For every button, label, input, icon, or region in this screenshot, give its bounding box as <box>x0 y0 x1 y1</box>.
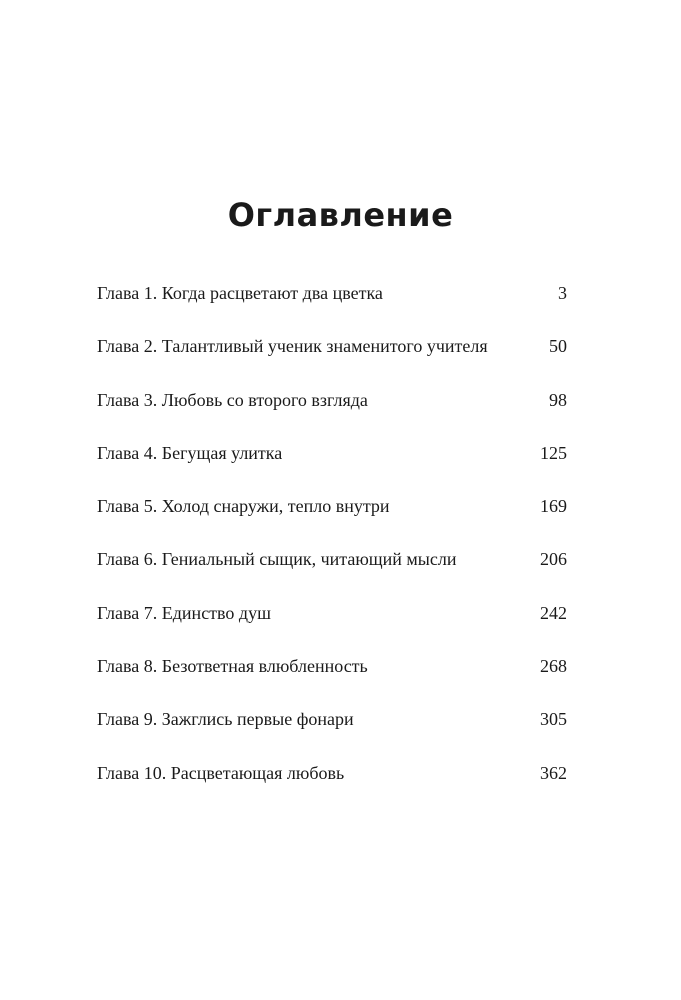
toc-entry[interactable] <box>97 283 567 336</box>
toc-chapter-title: Глава 7. Единство душ <box>97 602 271 623</box>
page-title: Оглавление <box>227 196 454 234</box>
toc-page-number: 242 <box>540 602 567 623</box>
toc-chapter-title: Глава 6. Гениальный сыщик, читающий мысли <box>97 549 457 570</box>
toc-chapter-title: Глава 1. Когда расцветают два цветка <box>97 283 383 303</box>
toc-chapter-title: Глава 5. Холод снаружи, тепло внутри <box>97 496 390 517</box>
toc-entry[interactable] <box>97 656 567 709</box>
toc-entry[interactable] <box>97 709 567 762</box>
toc-page-number: 3 <box>558 283 567 303</box>
toc-entry[interactable] <box>97 549 567 602</box>
toc-chapter-title: Глава 9. Зажглись первые фонари <box>97 709 354 730</box>
toc-chapter-title: Глава 2. Талантливый ученик знаменитого учителя <box>97 336 488 357</box>
toc-entry[interactable] <box>97 603 567 656</box>
toc-entry[interactable] <box>97 763 567 816</box>
toc-page-number: 206 <box>540 549 567 570</box>
toc-entry[interactable] <box>97 496 567 549</box>
toc-page-number: 362 <box>540 762 567 783</box>
toc-page-number: 125 <box>540 442 567 463</box>
toc-page-number: 268 <box>540 656 567 677</box>
toc-page-number: 98 <box>549 389 567 410</box>
toc-entry[interactable] <box>97 443 567 496</box>
toc-chapter-title: Глава 3. Любовь со второго взгляда <box>97 389 368 410</box>
toc-page-number: 169 <box>540 496 567 517</box>
toc-page-number: 50 <box>549 336 567 357</box>
toc-page-number: 305 <box>540 709 567 730</box>
toc-entry[interactable] <box>97 390 567 443</box>
toc-chapter-title: Глава 10. Расцветающая любовь <box>97 762 345 783</box>
toc-chapter-title: Глава 8. Безответная влюбленность <box>97 656 368 677</box>
table-of-contents <box>97 283 567 816</box>
toc-chapter-title: Глава 4. Бегущая улитка <box>97 442 283 463</box>
toc-entry[interactable] <box>97 336 567 389</box>
